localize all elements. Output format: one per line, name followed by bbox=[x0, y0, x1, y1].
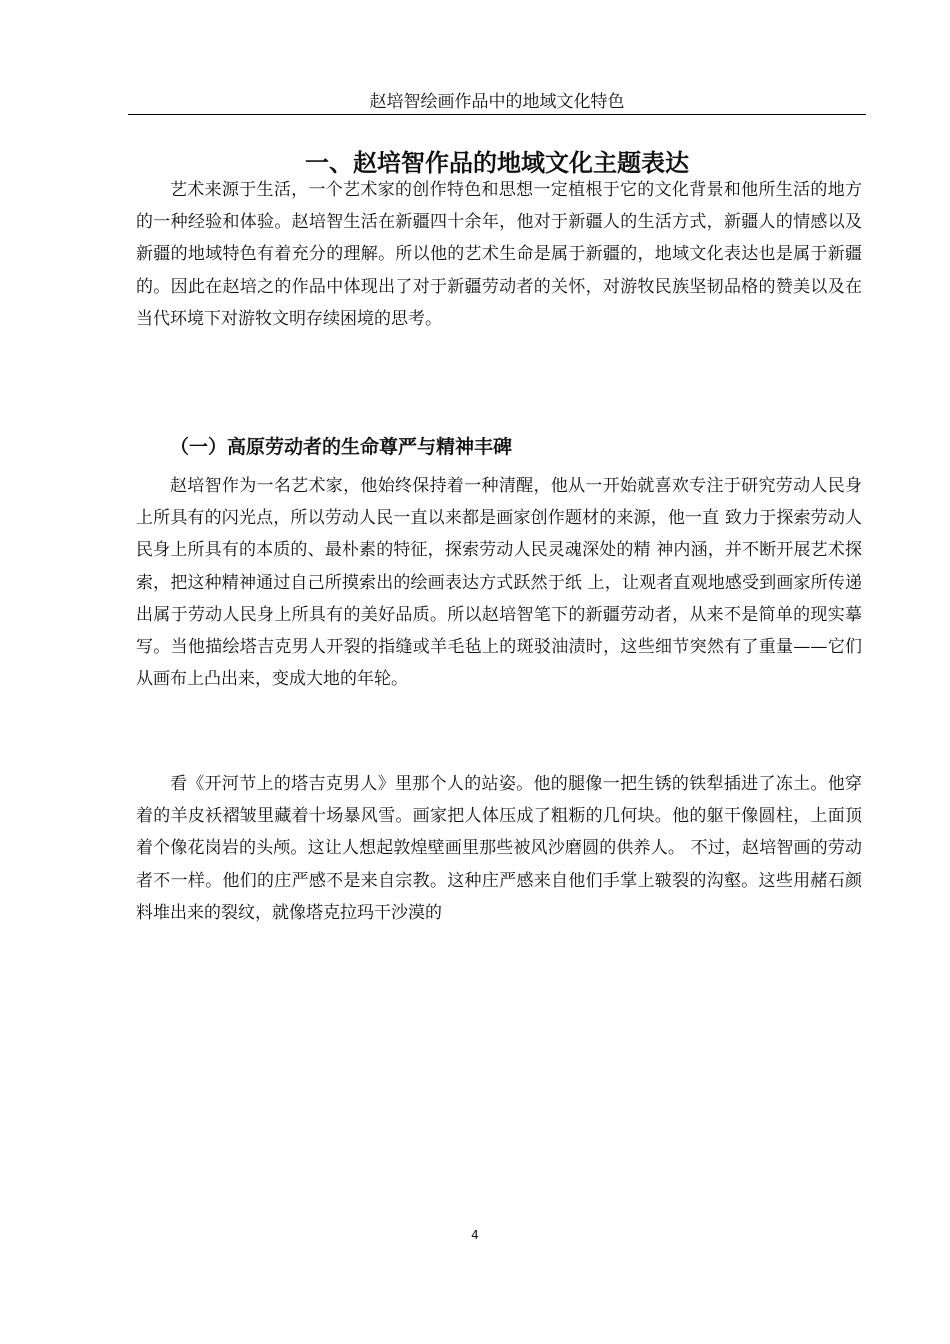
header-divider bbox=[128, 114, 866, 115]
paragraph-intro: 艺术来源于生活，一个艺术家的创作特色和思想一定植根于它的文化背景和他所生活的地方的一种经验和体验。赵培智生活在新疆四十余年，他对于新疆人的生活方式，新疆人的情感以及新疆的地域特色有着充分的理解。所以他的艺术生命是属于新疆的，地域文化表达也是属于新疆的。因此在赵培之的作品中体现出了对于新疆劳动者的关怀，对游牧民族坚韧品格的赞美以及在当代环境下对游牧文明存续困境的思考。 bbox=[136, 180, 862, 329]
page-number: 4 bbox=[471, 1228, 479, 1242]
paragraph-laborers: 赵培智作为一名艺术家，他始终保持着一种清醒，他从一开始就喜欢专注于研究劳动人民身上所具有的闪光点，所以劳动人民一直以来都是画家创作题材的来源，他一直 致力于探索劳动人民身上所具有的本质的、最朴素的特征，探索劳动人民灵魂深处的精 神内涵，并不断开展艺术探索，把这种精神通过自己所摸索出的绘画表达方式跃然于纸 上，让观者直观地感受到画家所传递出属于劳动人民身上所具有的美好品质。所以赵培智笔下的新疆劳动者，从来不是简单的现实摹写。当他描绘塔吉克男人开裂的指缝或羊毛毡上的斑驳油渍时，这些细节突然有了重量——它们从画布上凸出来，变成大地的年轮。 bbox=[136, 476, 862, 690]
section-title: 一、赵培智作品的地域文化主题表达 bbox=[305, 149, 689, 177]
running-header: 赵培智绘画作品中的地域文化特色 bbox=[369, 92, 625, 112]
subsection-title: （一）高原劳动者的生命尊严与精神丰碑 bbox=[170, 436, 513, 458]
paragraph-painting-analysis: 看《开河节上的塔吉克男人》里那个人的站姿。他的腿像一把生锈的铁犁插进了冻土。他穿着的羊皮袄褶皱里藏着十场暴风雪。画家把人体压成了粗粝的几何块。他的躯干像圆柱，上面顶着个像花岗岩的头颅。这让人想起敦煌壁画里那些被风沙磨圆的供养人。 不过，赵培智画的劳动者不一样。他们的庄严感不是来自宗教。这种庄严感来自他们手掌上皲裂的沟壑。这些用赭石颜料堆出来的裂纹，就像塔克拉玛干沙漠的 bbox=[136, 774, 862, 923]
